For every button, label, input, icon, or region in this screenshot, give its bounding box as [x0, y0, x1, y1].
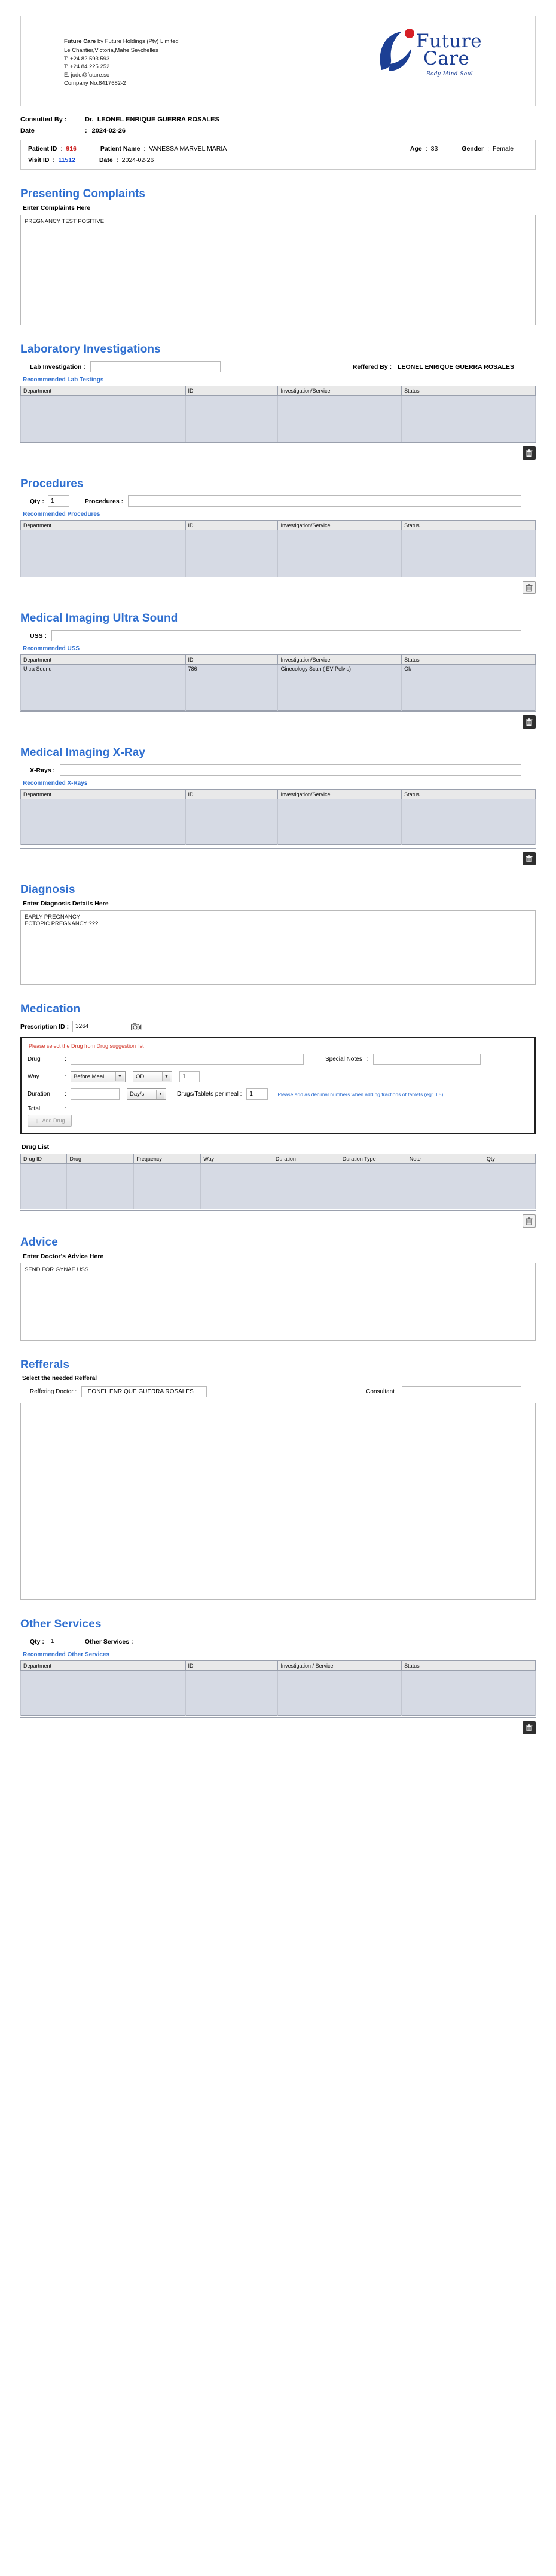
uss-input-row	[20, 630, 536, 641]
patient-info-box	[20, 140, 536, 170]
table-row[interactable]	[21, 429, 536, 443]
drug-colon: :	[65, 1056, 66, 1063]
delete-icon[interactable]	[523, 852, 536, 865]
section-title-diagnosis: Diagnosis	[20, 883, 75, 896]
age-colon: :	[425, 145, 427, 152]
trash-glyph-icon	[526, 1724, 533, 1732]
clinic-email: E: jude@future.sc	[64, 72, 109, 79]
total-colon: :	[65, 1106, 66, 1112]
consulted-by-label: Consulted By :	[20, 116, 67, 123]
table-row[interactable]	[21, 1172, 536, 1180]
trash-glyph-icon	[526, 584, 533, 592]
lab-results-body	[21, 396, 536, 443]
table-row[interactable]	[21, 673, 536, 681]
patient-info-line-1	[28, 145, 528, 152]
column-header: ID	[185, 386, 278, 396]
patient-id-value: 916	[66, 145, 77, 152]
way-select[interactable]	[71, 1071, 126, 1082]
other-services-grid-wrap	[20, 1660, 536, 1718]
procedures-input-row	[20, 495, 536, 507]
age-value: 33	[430, 145, 438, 152]
lab-results-grid-wrap	[20, 386, 536, 443]
column-header: Department	[21, 1661, 186, 1671]
lab-delete-row	[20, 446, 536, 460]
section-title-complaints: Presenting Complaints	[20, 188, 146, 200]
other-services-qty-input[interactable]	[48, 1636, 69, 1647]
clinic-name: Future Care	[64, 38, 96, 45]
patient-id-colon: :	[60, 145, 63, 152]
table-header-row	[21, 521, 536, 530]
column-header: Investigation/Service	[278, 790, 402, 799]
table-row[interactable]	[21, 824, 536, 845]
xray-delete-row	[20, 852, 536, 865]
uss-input[interactable]	[51, 630, 521, 641]
column-header: Status	[402, 655, 536, 665]
uss-grid-wrap	[20, 654, 536, 712]
way-row	[28, 1071, 528, 1082]
way-colon: :	[65, 1073, 66, 1080]
drug-label: Drug	[28, 1056, 41, 1063]
drug-input[interactable]	[71, 1054, 304, 1065]
drug-list-table	[20, 1154, 536, 1209]
per-meal-label: Drugs/Tablets per meal :	[177, 1091, 242, 1097]
decimal-hint: Please add as decimal numbers when adding fractions of tablets (eg: 0.5)	[277, 1091, 444, 1097]
procedures-label: Procedures :	[84, 497, 124, 505]
procedures-qty-label: Qty :	[30, 497, 44, 505]
diagnosis-textarea[interactable]	[20, 910, 536, 985]
patient-id-label: Patient ID	[28, 145, 57, 152]
column-header: Status	[402, 386, 536, 396]
procedures-qty-input[interactable]	[48, 495, 69, 507]
column-header: Duration Type	[340, 1154, 407, 1164]
other-services-label: Other Services :	[84, 1638, 133, 1645]
xray-input[interactable]	[60, 764, 521, 776]
procedures-delete-row	[20, 581, 536, 594]
date-colon: :	[85, 127, 87, 134]
clinic-address: Le Chantier,Victoria,Mahe,Seychelles	[64, 47, 158, 54]
column-header: Drug ID	[21, 1154, 67, 1164]
table-row[interactable]	[21, 1671, 536, 1679]
table-row[interactable]	[21, 816, 536, 824]
trash-glyph-icon	[526, 718, 533, 726]
special-notes-label: Special Notes	[325, 1056, 362, 1063]
clinic-company-no: Company No.8417682-2	[64, 79, 126, 87]
column-header: Investigation/Service	[278, 521, 402, 530]
table-row[interactable]	[21, 1687, 536, 1696]
xray-input-row	[20, 764, 536, 776]
delete-icon[interactable]	[523, 446, 536, 460]
uss-delete-row	[20, 715, 536, 729]
drug-selection-warning: Please select the Drug from Drug suggestion list	[29, 1043, 144, 1049]
gender-value: Female	[492, 145, 514, 152]
column-header: ID	[185, 655, 278, 665]
table-row[interactable]	[21, 421, 536, 429]
xray-label: X-Rays :	[30, 766, 56, 774]
drug-list-body	[21, 1164, 536, 1209]
table-row[interactable]	[21, 1164, 536, 1172]
logo-tagline: Body Mind Soul	[426, 71, 473, 77]
duration-colon: :	[65, 1091, 66, 1097]
section-title-xray: Medical Imaging X-Ray	[20, 747, 146, 759]
referrals-sub-label: Select the needed Refferal	[22, 1375, 97, 1382]
prescription-id-label: Prescription ID :	[20, 1023, 69, 1030]
lab-investigation-label: Lab Investigation :	[30, 363, 85, 371]
column-header: Department	[21, 655, 186, 665]
section-title-lab: Laboratory Investigations	[20, 343, 161, 356]
delete-icon[interactable]	[523, 715, 536, 729]
prescription-id-row	[20, 1021, 536, 1032]
referring-doctor-row	[20, 1386, 536, 1397]
prescription-id-input[interactable]	[72, 1021, 126, 1032]
cell-status: Ok	[402, 665, 536, 674]
section-title-advice: Advice	[20, 1236, 58, 1249]
duration-label: Duration	[28, 1091, 50, 1097]
visit-date-value: 2024-02-26	[121, 157, 154, 164]
procedures-table	[20, 520, 536, 577]
referred-by-value: LEONEL ENRIQUE GUERRA ROSALES	[398, 363, 514, 371]
patient-info-line-2	[28, 157, 528, 164]
column-header: Way	[201, 1154, 273, 1164]
table-row[interactable]	[21, 555, 536, 564]
camera-glyph-icon	[131, 1023, 142, 1031]
column-header: Investigation/Service	[278, 655, 402, 665]
date-value: 2024-02-26	[91, 127, 126, 134]
frequency-select-value: OD	[136, 1073, 145, 1080]
duration-input[interactable]	[71, 1088, 120, 1100]
table-row[interactable]	[21, 799, 536, 807]
way-label: Way	[28, 1073, 39, 1080]
cell-department: Ultra Sound	[21, 665, 186, 674]
other-services-body	[21, 1671, 536, 1716]
patient-name-colon: :	[143, 145, 146, 152]
logo-wordmark	[416, 30, 482, 70]
table-row[interactable]	[21, 1180, 536, 1189]
column-header: Frequency	[134, 1154, 201, 1164]
table-row[interactable]	[21, 547, 536, 555]
column-header: Investigation / Service	[278, 1661, 402, 1671]
delete-icon[interactable]	[523, 581, 536, 594]
column-header: Status	[402, 790, 536, 799]
other-services-input-row	[20, 1636, 536, 1647]
table-row[interactable]	[21, 530, 536, 539]
cell-id: 786	[185, 665, 278, 674]
other-services-qty-label: Qty :	[30, 1638, 44, 1645]
drug-list-label: Drug List	[22, 1143, 50, 1151]
trash-glyph-icon	[526, 1217, 533, 1225]
trash-glyph-icon	[526, 449, 533, 457]
consultant-input[interactable]	[402, 1386, 521, 1397]
total-label: Total	[28, 1106, 41, 1112]
table-row[interactable]	[21, 690, 536, 710]
referring-doctor-input[interactable]	[81, 1386, 207, 1397]
plus-icon: ＋	[34, 1118, 40, 1124]
table-row[interactable]	[21, 564, 536, 578]
clinic-logo	[347, 22, 527, 77]
gender-label: Gender	[462, 145, 484, 152]
table-header-row	[21, 1154, 536, 1164]
visit-id-value: 11512	[58, 157, 75, 164]
procedures-grid-wrap	[20, 520, 536, 577]
column-header: ID	[185, 521, 278, 530]
letterhead	[20, 16, 536, 106]
duration-type-value: Day/s	[130, 1091, 145, 1097]
table-row[interactable]	[21, 396, 536, 404]
section-title-referrals: Refferals	[20, 1359, 70, 1371]
drug-list-grid-wrap	[20, 1154, 536, 1211]
table-row[interactable]	[21, 412, 536, 421]
column-header: Qty	[484, 1154, 535, 1164]
drug-row	[28, 1054, 528, 1065]
column-header: Department	[21, 386, 186, 396]
gender-colon: :	[487, 145, 489, 152]
diagnosis-sub-label: Enter Diagnosis Details Here	[23, 900, 109, 907]
table-row[interactable]	[21, 807, 536, 816]
way-qty-input[interactable]	[179, 1071, 200, 1082]
consulted-by-row	[20, 116, 536, 123]
column-header: ID	[185, 1661, 278, 1671]
consultant-label: Consultant	[366, 1388, 395, 1395]
xray-grid-wrap	[20, 789, 536, 849]
column-header: Duration	[273, 1154, 340, 1164]
section-title-procedures: Procedures	[20, 478, 84, 490]
lab-input-row	[20, 361, 536, 372]
medication-entry-panel	[20, 1037, 536, 1134]
clinic-name-suffix: by Future Holdings (Pty) Limited	[97, 38, 179, 45]
total-row	[28, 1106, 528, 1112]
table-row[interactable]	[21, 665, 536, 674]
column-header: Status	[402, 521, 536, 530]
complaints-textarea[interactable]	[20, 215, 536, 325]
clinic-tel-1: T: +24 82 593 593	[64, 55, 110, 62]
table-row[interactable]	[21, 1189, 536, 1209]
camera-icon[interactable]	[131, 1023, 142, 1031]
recommended-other-services-link[interactable]: Recommended Other Services	[23, 1651, 110, 1658]
referrals-selection-panel[interactable]	[20, 1403, 536, 1600]
per-meal-input[interactable]	[246, 1088, 268, 1100]
add-drug-label: Add Drug	[42, 1118, 65, 1124]
date-label: Date	[20, 127, 35, 134]
visit-date-label: Date	[99, 157, 113, 164]
section-title-ultrasound: Medical Imaging Ultra Sound	[20, 612, 178, 625]
lab-investigation-input[interactable]	[90, 361, 221, 372]
logo-mark	[359, 26, 496, 72]
column-header: Note	[407, 1154, 484, 1164]
advice-textarea[interactable]	[20, 1263, 536, 1341]
chevron-down-icon: ▼	[156, 1090, 164, 1099]
logo-word-2: Care	[423, 48, 470, 70]
lab-results-table	[20, 386, 536, 443]
referring-doctor-label: Reffering Doctor :	[30, 1388, 77, 1395]
table-row[interactable]	[21, 681, 536, 690]
frequency-select[interactable]	[133, 1071, 172, 1082]
table-header-row	[21, 386, 536, 396]
doctor-name: LEONEL ENRIQUE GUERRA ROSALES	[97, 116, 219, 123]
add-drug-button[interactable]	[28, 1115, 72, 1127]
duration-row	[28, 1088, 528, 1100]
visit-id-colon: :	[53, 157, 55, 164]
recommended-xray-link[interactable]: Recommended X-Rays	[23, 780, 88, 787]
logo-word-1: Future	[416, 30, 482, 52]
delete-icon[interactable]	[523, 1214, 536, 1228]
chevron-down-icon: ▼	[162, 1072, 170, 1081]
table-header-row	[21, 790, 536, 799]
advice-sub-label: Enter Doctor's Advice Here	[23, 1253, 104, 1260]
clinic-address-block	[29, 22, 179, 88]
other-services-input[interactable]	[138, 1636, 521, 1647]
logo-swoosh-icon	[375, 28, 418, 72]
uss-body	[21, 665, 536, 711]
other-services-table	[20, 1660, 536, 1716]
recommended-uss-link[interactable]: Recommended USS	[23, 645, 80, 652]
delete-icon[interactable]	[523, 1721, 536, 1734]
column-header: Status	[402, 1661, 536, 1671]
visit-date-colon: :	[116, 157, 118, 164]
table-row[interactable]	[21, 1696, 536, 1716]
doctor-prefix: Dr.	[85, 116, 94, 123]
drug-delete-row	[20, 1214, 536, 1228]
column-header: Drug	[67, 1154, 134, 1164]
xray-body	[21, 799, 536, 845]
duration-type-select[interactable]	[127, 1088, 166, 1100]
visit-id-label: Visit ID	[28, 157, 50, 164]
table-row[interactable]	[21, 404, 536, 412]
age-label: Age	[410, 145, 422, 152]
uss-label: USS :	[30, 632, 47, 640]
referred-by-label: Reffered By :	[352, 363, 392, 371]
recommended-lab-link[interactable]: Recommended Lab Testings	[23, 377, 104, 383]
column-header: Department	[21, 790, 186, 799]
uss-table	[20, 654, 536, 711]
procedures-input[interactable]	[128, 495, 521, 507]
special-notes-colon: :	[366, 1056, 369, 1063]
consult-date-row	[20, 127, 536, 134]
complaints-sub-label: Enter Complaints Here	[23, 204, 91, 212]
special-notes-input[interactable]	[373, 1054, 481, 1065]
table-header-row	[21, 655, 536, 665]
column-header: Investigation/Service	[278, 386, 402, 396]
column-header: ID	[185, 790, 278, 799]
other-services-delete-row	[20, 1721, 536, 1734]
procedures-body	[21, 530, 536, 578]
clinic-tel-2: T: +24 84 225 252	[64, 63, 110, 71]
section-title-other-services: Other Services	[20, 1618, 102, 1630]
xray-table	[20, 789, 536, 845]
patient-name-label: Patient Name	[100, 145, 140, 152]
table-row[interactable]	[21, 1679, 536, 1687]
cell-service: Ginecology Scan ( EV Pelvis)	[278, 665, 402, 674]
trash-glyph-icon	[526, 855, 533, 863]
recommended-procedures-link[interactable]: Recommended Procedures	[23, 511, 100, 518]
table-row[interactable]	[21, 539, 536, 547]
way-select-value: Before Meal	[74, 1073, 105, 1080]
section-title-medication: Medication	[20, 1003, 81, 1015]
patient-name-value: VANESSA MARVEL MARIA	[149, 145, 227, 152]
column-header: Department	[21, 521, 186, 530]
table-header-row	[21, 1661, 536, 1671]
chevron-down-icon: ▼	[115, 1072, 124, 1081]
